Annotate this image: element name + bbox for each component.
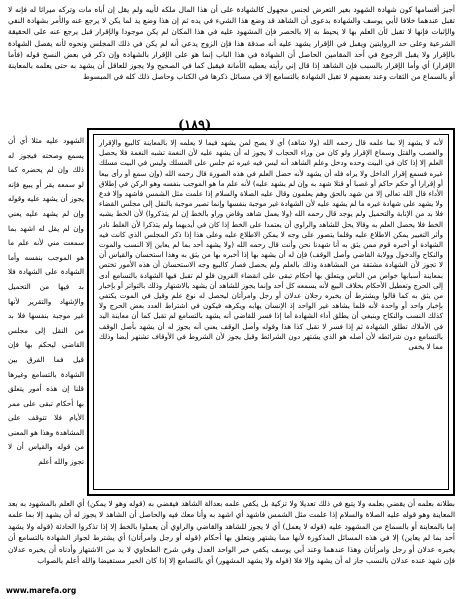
margin-gloss-text: الشهود عليه مثلا أي أن يسمع وصحته فيجوز له ذلك وإن لم يحضره كما لو سمعه يقر أو يبيع فإنه يجوز أن يشهد عليه وقوله وإن لم يشهد عليه يعني وإن لم يقل له اشهد بما سمعت مني لأنه علم ما هو الموجب بنفسه وأما الشهادة على الشهادة فلا بد فيها من التحميل والإشهاد والتقرير لأنها غير موجبة بنفسها فلا بد من النقل إلى مجلس القاضي ليحكم بها فإن قيل فما الفرق بين الشهادة بالتسامع وغيرها قلنا إن هذه أمور يتعلق بها أحكام تبقى على ممر الأيام فلا تتوقف على المشاهدة وهذا هو المعنى من قوله والقياس أن لا تجوز والله أعلم xyxy=(8,136,84,467)
main-commentary-text: لأنه لا يشهد إلا بما علمه قال رحمه الله (ولا شاهد) أي لا يصح لمن يشهد فيما لا يعلمه إلا بالمعاينة كالبيع والإقرار والغصب والقتل وسماع الإقرار ولو كان من وراء الحجاب لا يجوز له أن يشهد عليه لأن النغمة تشبه النغمة فلا يحصل العلم إلا إذا كان في البيت وحده ودخل وعلم الشاهد أنه ليس فيه غيره ثم جلس على المسلك وليس في البيت مسلك غيره فسمع إقرار الداخل ولا يراه فله أن يشهد لأنه حصل العلم في هذه الصورة قال رحمه الله (وإن سمع أو رأى بيعا أو إقرارا أو حكم حاكم أو غصبا أو قتلا شهد به وإن لم يشهد عليه) لأنه علم ما هو الموجب بنفسه وهو الركن في إطلاق الأداء قال الله تعالى إلا من شهد بالحق وهم يعلمون وقال عليه الصلاة والسلام إذا علمت مثل الشمس فاشهد وإلا فدع ولا يشهد على شهادة غيره ما لم يشهد عليه لأن الشهادة غير موجبة بنفسها وإنما تصير موجبة بالنقل إلى مجلس القضاء فلا بد من الإنابة والتحميل ولم يوجد قال رحمه الله (ولا يعمل شاهد وقاض وراو بالخط إن لم يتذكروا) لأن الخط يشبه الخط فلا يحصل العلم به وقالا يحل للشاهد والراوي أن يعتمدا على الخط إذا كان في أيديهما ولم يتذكرا لأن الغلط نادر وأثر التغيير يمكن الاطلاع عليه وقلما يتصور على وجه لا يمكن الاطلاع عليه وعلى هذا إذا ذكر المجلس الذي كانت فيه الشهادة أو أخبره قوم ممن يثق به أنا شهدنا نحن وأنت قال رحمه الله (ولا يشهد أحد بما لم يعاين إلا النسب والموت والنكاح والدخول وولاية القاضي وأصل الوقف) فإن له أن يشهد بها إذا أخبره بها من يثق به وهذا استحسان والقياس أن لا تجوز لأن الشهادة مشتقة من المشاهدة وذلك بالعلم ولم يحصل فصار كالبيع وجه الاستحسان أن هذه الأمور تختص بمعاينة أسبابها خواص من الناس ويتعلق بها أحكام تبقى على انقضاء القرون فلو لم تقبل فيها الشهادة بالتسامع أدى إلى الحرج وتعطيل الأحكام بخلاف البيع لأنه يسمعه كل أحد وإنما يجوز للشاهد أن يشهد بالاشتهار وذلك بالتواتر أو بإخبار من يثق به كما قالوا ويشترط أن يخبره رجلان عدلان أو رجل وامرأتان ليحصل له نوع علم وقيل في الموت يكتفي بإخبار واحد أو واحدة لأنه قلما يشاهد غير الواحد إذ الإنسان يهابه ويكرهه فيكون في اشتراط العدد بعض الحرج ولا كذلك النسب والنكاح وينبغي أن يطلق أداء الشهادة أما إذا فسر للقاضي أنه يشهد بالتسامع لم تقبل كما أن معاينة اليد في الأملاك تطلق الشهادة ثم إذا فسر لا تقبل كذا هذا وقوله وأصل الوقف يعني أنه يجوز له أن يشهد بأصل الوقف بالتسامع دون شرائطه لأن أصله هو الذي يشتهر دون الشرائط وقيل يجوز لأن الشروط في الأوقاف تشتهر أيضا وذلك مما لا يخفى xyxy=(93,134,449,490)
top-commentary-text: أجيز أقسامها كون شهادة الشهود بغير التعرض لجنس مجهول كالشهادة على أن هذا المال ملكه لأبيه ولم يقل إن أباه مات وتركه ميراثا له فإنه لا تقبل عندهما خلافا لأبي يوسف والشهادة بدعوى أن الشاهد قد وضع هذا الشيء في يده ثم إن هذا وضع يد لما يكن لا يرجع عنه والأمر بشهادة النفي والإثبات فإنها لا تقبل لأن العلم بها لا يحيط به إلا بالحصر فإن المشهود عليه في هذا المكان لم يكن موجودا والإقرار قبل يرجع عنه على الحقيقة الشرعية وعلى حد الروايتين ويقبل في الإقرار يشهد عليه أنه صدقة هذا فإن الزوج يدعي أنه لم يكن في ذلك المجلس ونحوه لأنه يفصل الشهادة بالإقرار ولا يقبل الرجوع في أحد المقامين الحاصل أن الشهادة في هذا الباب إنما هو على الإقرار بالشهادة وإن ذكر في بعض النسخ قوله (فأما الإقرار) أي وأما الإقرار بالسبب فإن الشاهد إذا قال إني رأيته يعطيه الأمانة فيقبل كما في الصحيح ولا يجوز للعاقل أن يشهد به حتى يعلمه بالمعاينة أو بالسماع من الثقات وعند بعضهم لا تقبل الشهادة بالتسامع إلا في مسائل ذكرها في الكتاب وحاصل ذلك كله في المبسوط xyxy=(8,5,455,82)
bottom-commentary-text: بطلانه بعلمه أن يقضي بعلمه ولا يتبع في ذلك تعديلا ولا تزكية بل يكفي علمه بعدالة الشاهد فيقضي به (قوله وهو لا يمكن) أي العلم بالمشهود به بعد المعاينة وهو قوله عليه الصلاة والسلام إذا علمت مثل الشمس فاشهد أي اشهد به وأنا معك فيه والحاصل أن الشاهد لا يجوز له أن يشهد إلا بما علمه إما بالمعاينة أو بالسماع من المشهود عليه (قوله لا يعمل) أي لا يجوز للشاهد والقاضي والراوي أن يعملوا بالخط إلا إذا تذكروا الحادثة (قوله ولا يشهد أحد بما لم يعاين) إلا في هذه المسائل المذكورة لأنها مما يشتهر ويتعلق بها أحكام (قوله أو رجل وامرأتان) أي يشترط لجواز الشهادة بالتسامع أن يخبره عدلان أو رجل وامرأتان وهذا عندهما وعند أبي يوسف يكفي خبر الواحد العدل وفي شرح الطحاوي لا بد من الاشتهار وأدناه أن يخبره عدلان فإن شهد عنده عدلان بالنسب جاز له أن يشهد وإلا فلا (قوله ولا يشهد المشهور) أي بالتسامع إلا إذا كان الخبر مستفيضا والله أعلم بالصواب xyxy=(8,499,455,566)
page-number: (١٨٩) xyxy=(178,118,212,133)
main-text-frame xyxy=(87,128,455,496)
footer-url: www.marefa.org xyxy=(6,586,77,595)
